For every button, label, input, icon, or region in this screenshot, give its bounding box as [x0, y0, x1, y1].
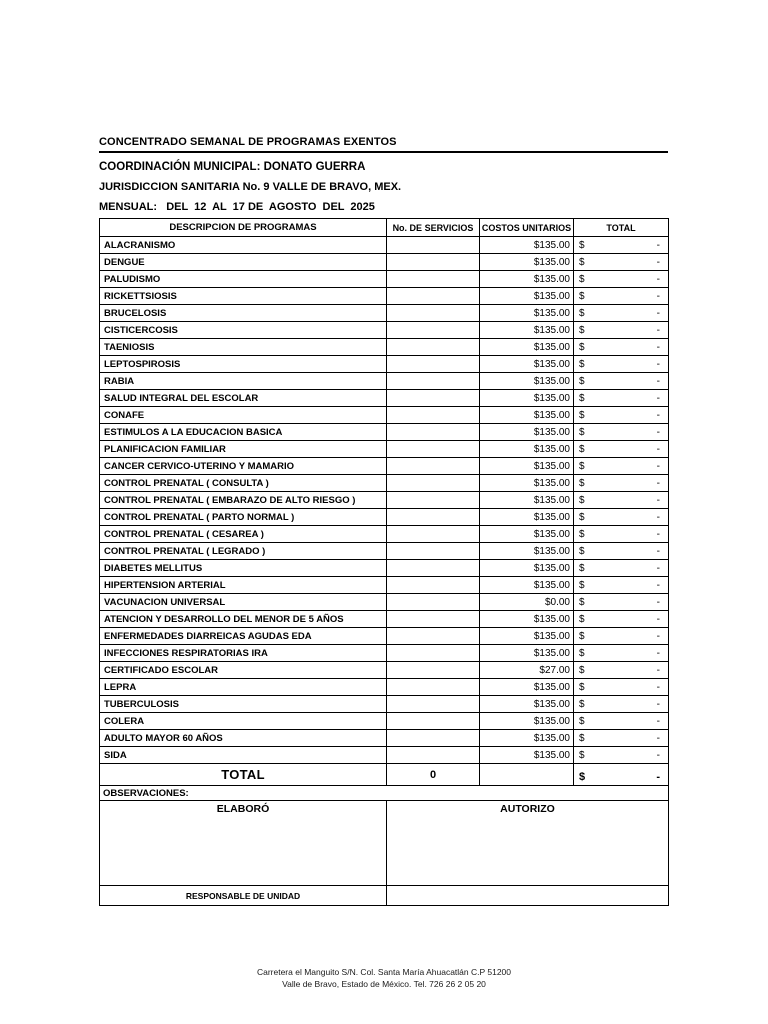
table-row — [100, 713, 669, 730]
currency-sign: $ — [579, 324, 585, 336]
currency-sign: $ — [579, 426, 585, 438]
currency-sign: $ — [579, 647, 585, 659]
row-total-value: - — [656, 528, 660, 540]
row-total-cell — [574, 271, 669, 288]
currency-sign: $ — [579, 256, 585, 268]
table-row — [100, 509, 669, 526]
autorizo-cell: AUTORIZO — [387, 801, 669, 886]
total-row — [100, 764, 669, 786]
services-count-cell — [387, 509, 480, 526]
services-count-cell — [387, 526, 480, 543]
table-row — [100, 305, 669, 322]
table-row — [100, 407, 669, 424]
unit-cost-cell: $135.00 — [480, 288, 574, 305]
period-line: MENSUAL: DEL 12 AL 17 DE AGOSTO DEL 2025 — [99, 201, 375, 213]
program-name-cell: ATENCION Y DESARROLLO DEL MENOR DE 5 AÑOS — [100, 611, 387, 628]
row-total-cell — [574, 407, 669, 424]
program-name-cell: PALUDISMO — [100, 271, 387, 288]
program-name-cell: CERTIFICADO ESCOLAR — [100, 662, 387, 679]
currency-sign: $ — [579, 239, 585, 251]
currency-sign: $ — [579, 545, 585, 557]
row-total-cell — [574, 356, 669, 373]
program-name-cell: HIPERTENSION ARTERIAL — [100, 577, 387, 594]
unit-cost-cell: $135.00 — [480, 611, 574, 628]
row-total-value: - — [656, 324, 660, 336]
services-count-cell — [387, 322, 480, 339]
program-name-cell: ADULTO MAYOR 60 AÑOS — [100, 730, 387, 747]
program-name-cell: SIDA — [100, 747, 387, 764]
program-name-cell: RICKETTSIOSIS — [100, 288, 387, 305]
table-row — [100, 594, 669, 611]
program-name-cell: LEPRA — [100, 679, 387, 696]
unit-cost-cell: $135.00 — [480, 509, 574, 526]
table-row — [100, 679, 669, 696]
header-row — [100, 219, 669, 237]
row-total-cell — [574, 730, 669, 747]
services-count-cell — [387, 305, 480, 322]
table-row — [100, 492, 669, 509]
responsable-row — [100, 886, 669, 906]
table-row — [100, 339, 669, 356]
table-row — [100, 373, 669, 390]
row-total-value: - — [656, 409, 660, 421]
table-row — [100, 526, 669, 543]
unit-cost-cell: $135.00 — [480, 560, 574, 577]
table-row — [100, 390, 669, 407]
column-header-servicios: No. DE SERVICIOS — [387, 219, 480, 237]
currency-sign: $ — [579, 341, 585, 353]
programs-table — [99, 218, 669, 906]
currency-sign: $ — [579, 443, 585, 455]
services-count-cell — [387, 407, 480, 424]
table-row — [100, 254, 669, 271]
currency-sign: $ — [579, 579, 585, 591]
row-total-value: - — [656, 562, 660, 574]
currency-sign: $ — [579, 698, 585, 710]
services-count-cell — [387, 611, 480, 628]
currency-sign: $ — [579, 273, 585, 285]
table-row — [100, 696, 669, 713]
programs-table-footer — [100, 764, 669, 906]
unit-cost-cell: $135.00 — [480, 271, 574, 288]
table-row — [100, 628, 669, 645]
program-name-cell: DENGUE — [100, 254, 387, 271]
row-total-cell — [574, 713, 669, 730]
currency-sign: $ — [579, 494, 585, 506]
row-total-cell — [574, 288, 669, 305]
table-row — [100, 543, 669, 560]
row-total-value: - — [656, 732, 660, 744]
signature-header-row — [100, 801, 669, 886]
row-total-value: - — [656, 545, 660, 557]
row-total-cell — [574, 594, 669, 611]
unit-cost-cell: $135.00 — [480, 458, 574, 475]
services-count-cell — [387, 543, 480, 560]
unit-cost-cell: $135.00 — [480, 373, 574, 390]
row-total-value: - — [656, 290, 660, 302]
program-name-cell: CANCER CERVICO-UTERINO Y MAMARIO — [100, 458, 387, 475]
currency-sign: $ — [579, 528, 585, 540]
row-total-value: - — [656, 358, 660, 370]
row-total-value: - — [656, 647, 660, 659]
services-count-cell — [387, 237, 480, 254]
program-name-cell: DIABETES MELLITUS — [100, 560, 387, 577]
row-total-cell — [574, 237, 669, 254]
row-total-value: - — [656, 307, 660, 319]
row-total-value: - — [656, 256, 660, 268]
row-total-value: - — [656, 664, 660, 676]
row-total-cell — [574, 645, 669, 662]
unit-cost-cell: $135.00 — [480, 747, 574, 764]
services-count-cell — [387, 356, 480, 373]
program-name-cell: CONTROL PRENATAL ( CESAREA ) — [100, 526, 387, 543]
services-count-cell — [387, 271, 480, 288]
currency-sign: $ — [579, 290, 585, 302]
programs-table-header — [100, 219, 669, 237]
unit-cost-cell: $135.00 — [480, 339, 574, 356]
row-total-value: - — [656, 443, 660, 455]
row-total-cell — [574, 492, 669, 509]
row-total-cell — [574, 305, 669, 322]
row-total-cell — [574, 662, 669, 679]
program-name-cell: CONTROL PRENATAL ( PARTO NORMAL ) — [100, 509, 387, 526]
unit-cost-cell: $135.00 — [480, 526, 574, 543]
row-total-cell — [574, 543, 669, 560]
unit-cost-cell: $0.00 — [480, 594, 574, 611]
row-total-value: - — [656, 715, 660, 727]
table-row — [100, 458, 669, 475]
unit-cost-cell: $135.00 — [480, 407, 574, 424]
unit-cost-cell: $135.00 — [480, 713, 574, 730]
row-total-value: - — [656, 426, 660, 438]
row-total-cell — [574, 628, 669, 645]
program-name-cell: COLERA — [100, 713, 387, 730]
row-total-value: - — [656, 698, 660, 710]
program-name-cell: LEPTOSPIROSIS — [100, 356, 387, 373]
services-count-cell — [387, 628, 480, 645]
unit-cost-cell: $135.00 — [480, 492, 574, 509]
currency-sign: $ — [579, 664, 585, 676]
services-count-cell — [387, 713, 480, 730]
row-total-cell — [574, 458, 669, 475]
column-header-total: TOTAL — [574, 219, 669, 237]
unit-cost-cell: $135.00 — [480, 356, 574, 373]
programs-table-body — [100, 237, 669, 764]
document-content — [99, 136, 668, 906]
grand-total-value: - — [656, 770, 660, 783]
row-total-cell — [574, 747, 669, 764]
currency-sign: $ — [579, 477, 585, 489]
row-total-cell — [574, 577, 669, 594]
row-total-cell — [574, 509, 669, 526]
program-name-cell: CISTICERCOSIS — [100, 322, 387, 339]
row-total-value: - — [656, 392, 660, 404]
unit-cost-cell: $135.00 — [480, 441, 574, 458]
services-count-cell — [387, 730, 480, 747]
program-name-cell: ENFERMEDADES DIARREICAS AGUDAS EDA — [100, 628, 387, 645]
table-row — [100, 356, 669, 373]
program-name-cell: RABIA — [100, 373, 387, 390]
row-total-cell — [574, 679, 669, 696]
page-footer — [0, 966, 768, 990]
row-total-cell — [574, 526, 669, 543]
currency-sign: $ — [579, 613, 585, 625]
unit-cost-cell: $135.00 — [480, 730, 574, 747]
jurisdiction-line: JURISDICCION SANITARIA No. 9 VALLE DE BRAVO, MEX. — [99, 181, 402, 193]
table-row — [100, 662, 669, 679]
responsable-label: RESPONSABLE DE UNIDAD — [100, 886, 387, 906]
row-total-cell — [574, 696, 669, 713]
currency-sign: $ — [579, 358, 585, 370]
table-row — [100, 271, 669, 288]
column-header-descripcion: DESCRIPCION DE PROGRAMAS — [100, 219, 387, 237]
row-total-value: - — [656, 375, 660, 387]
unit-cost-cell: $135.00 — [480, 577, 574, 594]
row-total-cell — [574, 254, 669, 271]
services-count-cell — [387, 747, 480, 764]
table-row — [100, 560, 669, 577]
services-count-cell — [387, 390, 480, 407]
table-row — [100, 288, 669, 305]
currency-sign: $ — [579, 749, 585, 761]
program-name-cell: SALUD INTEGRAL DEL ESCOLAR — [100, 390, 387, 407]
grand-total-cell — [574, 764, 669, 786]
row-total-value: - — [656, 341, 660, 353]
unit-cost-cell: $135.00 — [480, 628, 574, 645]
row-total-value: - — [656, 579, 660, 591]
program-name-cell: CONAFE — [100, 407, 387, 424]
program-name-cell: TAENIOSIS — [100, 339, 387, 356]
footer-address-line1: Carretera el Manguito S/N. Col. Santa María Ahuacatlán C.P 51200 — [256, 967, 512, 977]
table-row — [100, 747, 669, 764]
column-header-costos: COSTOS UNITARIOS — [480, 219, 574, 237]
elaboro-cell: ELABORÓ — [100, 801, 387, 886]
services-count-cell — [387, 441, 480, 458]
row-total-value: - — [656, 630, 660, 642]
table-row — [100, 424, 669, 441]
row-total-value: - — [656, 273, 660, 285]
row-total-cell — [574, 424, 669, 441]
row-total-cell — [574, 475, 669, 492]
unit-cost-cell: $135.00 — [480, 475, 574, 492]
currency-sign: $ — [579, 307, 585, 319]
currency-sign: $ — [579, 596, 585, 608]
services-count-cell — [387, 645, 480, 662]
services-count-cell — [387, 492, 480, 509]
currency-sign: $ — [579, 562, 585, 574]
coordination-line: COORDINACIÓN MUNICIPAL: DONATO GUERRA — [99, 161, 366, 173]
observaciones-row — [100, 786, 669, 801]
services-count-cell — [387, 458, 480, 475]
table-row — [100, 237, 669, 254]
total-label: TOTAL — [100, 764, 387, 786]
currency-sign: $ — [579, 409, 585, 421]
document-title: CONCENTRADO SEMANAL DE PROGRAMAS EXENTOS — [99, 136, 668, 153]
row-total-value: - — [656, 494, 660, 506]
row-total-value: - — [656, 239, 660, 251]
table-row — [100, 441, 669, 458]
total-services-count: 0 — [387, 764, 480, 786]
row-total-cell — [574, 560, 669, 577]
services-count-cell — [387, 662, 480, 679]
program-name-cell: CONTROL PRENATAL ( EMBARAZO DE ALTO RIESGO ) — [100, 492, 387, 509]
row-total-value: - — [656, 477, 660, 489]
unit-cost-cell: $135.00 — [480, 543, 574, 560]
table-row — [100, 611, 669, 628]
unit-cost-cell: $135.00 — [480, 305, 574, 322]
program-name-cell: CONTROL PRENATAL ( CONSULTA ) — [100, 475, 387, 492]
row-total-value: - — [656, 460, 660, 472]
row-total-cell — [574, 373, 669, 390]
currency-sign: $ — [579, 630, 585, 642]
row-total-value: - — [656, 681, 660, 693]
services-count-cell — [387, 373, 480, 390]
responsable-empty-cell — [387, 886, 669, 906]
currency-sign: $ — [579, 460, 585, 472]
services-count-cell — [387, 560, 480, 577]
total-unit-cost-cell — [480, 764, 574, 786]
currency-sign: $ — [579, 375, 585, 387]
table-row — [100, 730, 669, 747]
services-count-cell — [387, 679, 480, 696]
unit-cost-cell: $135.00 — [480, 254, 574, 271]
services-count-cell — [387, 594, 480, 611]
program-name-cell: PLANIFICACION FAMILIAR — [100, 441, 387, 458]
program-name-cell: CONTROL PRENATAL ( LEGRADO ) — [100, 543, 387, 560]
table-row — [100, 645, 669, 662]
unit-cost-cell: $135.00 — [480, 645, 574, 662]
currency-sign: $ — [579, 715, 585, 727]
currency-sign: $ — [579, 511, 585, 523]
currency-sign: $ — [579, 392, 585, 404]
unit-cost-cell: $135.00 — [480, 390, 574, 407]
row-total-value: - — [656, 613, 660, 625]
row-total-value: - — [656, 596, 660, 608]
currency-sign: $ — [579, 681, 585, 693]
program-name-cell: INFECCIONES RESPIRATORIAS IRA — [100, 645, 387, 662]
row-total-cell — [574, 611, 669, 628]
unit-cost-cell: $135.00 — [480, 424, 574, 441]
footer-address-line2: Valle de Bravo, Estado de México. Tel. 726 26 2 05 20 — [282, 979, 486, 989]
observaciones-label: OBSERVACIONES: — [100, 786, 669, 801]
row-total-cell — [574, 339, 669, 356]
services-count-cell — [387, 475, 480, 492]
unit-cost-cell: $135.00 — [480, 679, 574, 696]
services-count-cell — [387, 339, 480, 356]
services-count-cell — [387, 288, 480, 305]
row-total-value: - — [656, 511, 660, 523]
services-count-cell — [387, 424, 480, 441]
program-name-cell: VACUNACION UNIVERSAL — [100, 594, 387, 611]
program-name-cell: TUBERCULOSIS — [100, 696, 387, 713]
unit-cost-cell: $135.00 — [480, 322, 574, 339]
row-total-cell — [574, 390, 669, 407]
program-name-cell: ALACRANISMO — [100, 237, 387, 254]
services-count-cell — [387, 696, 480, 713]
unit-cost-cell: $27.00 — [480, 662, 574, 679]
services-count-cell — [387, 254, 480, 271]
row-total-value: - — [656, 749, 660, 761]
program-name-cell: BRUCELOSIS — [100, 305, 387, 322]
program-name-cell: ESTIMULOS A LA EDUCACION BASICA — [100, 424, 387, 441]
row-total-cell — [574, 441, 669, 458]
row-total-cell — [574, 322, 669, 339]
table-row — [100, 322, 669, 339]
table-row — [100, 475, 669, 492]
services-count-cell — [387, 577, 480, 594]
unit-cost-cell: $135.00 — [480, 696, 574, 713]
table-row — [100, 577, 669, 594]
currency-sign: $ — [579, 732, 585, 744]
unit-cost-cell: $135.00 — [480, 237, 574, 254]
grand-total-currency-sign: $ — [579, 770, 586, 783]
